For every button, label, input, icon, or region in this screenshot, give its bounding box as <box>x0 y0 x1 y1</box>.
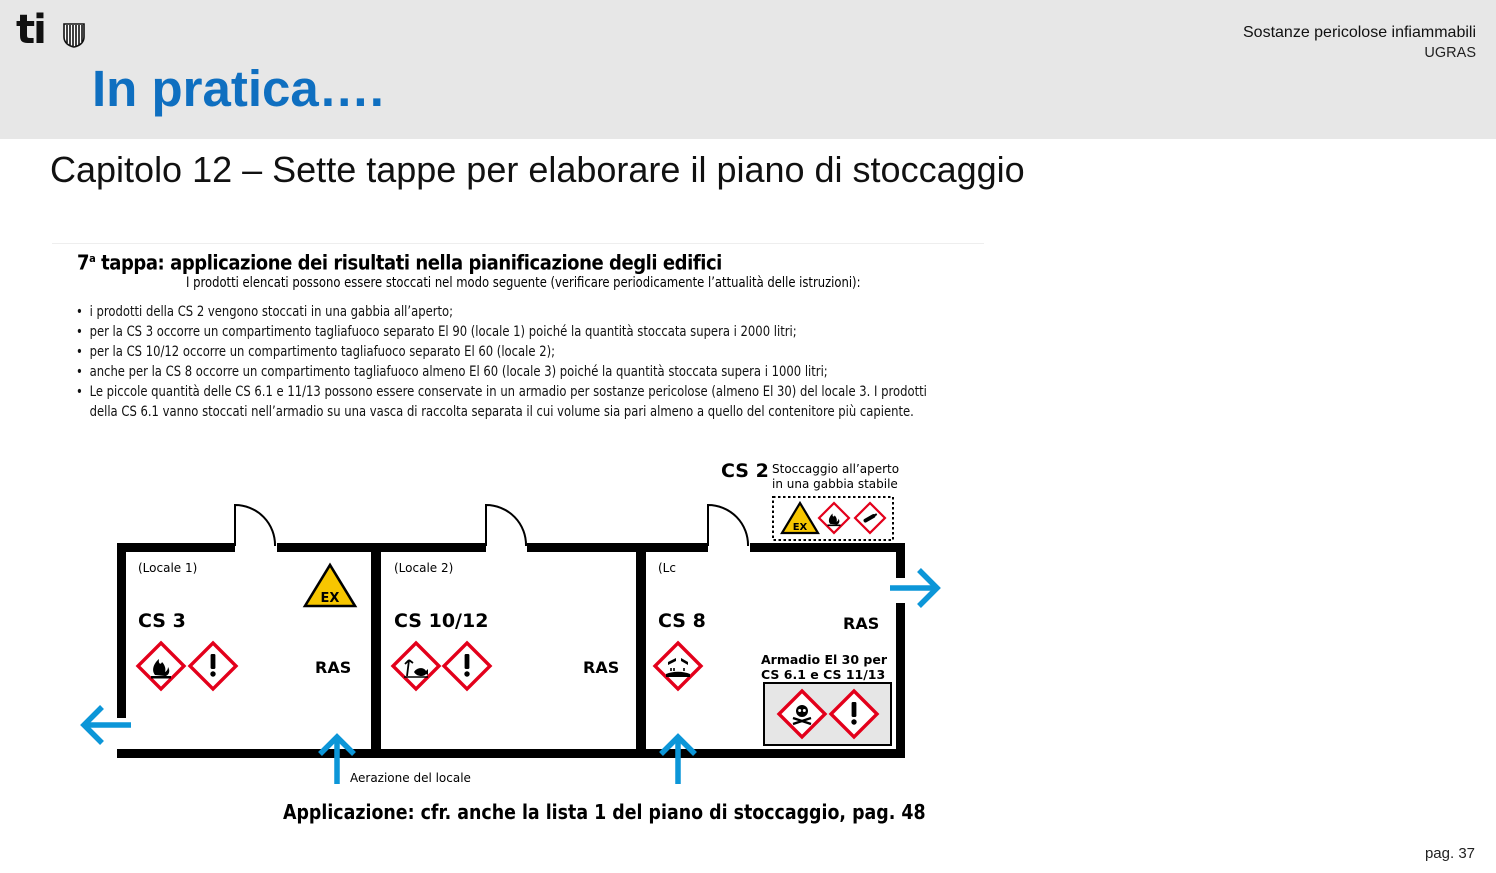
heading-ordinal: a <box>89 252 96 265</box>
list-item: • per la CS 10/12 occorre un compartimento tagliafuoco separato El 60 (locale 2); <box>76 342 940 362</box>
ex-sign-text: EX <box>792 522 808 533</box>
flame-pictogram <box>819 503 849 533</box>
ventilation-arrow-icon <box>661 737 695 784</box>
heading-text: tappa: applicazione dei risultati nella pianificazione degli edifici <box>95 250 722 275</box>
heading-number: 7 <box>77 250 90 275</box>
list-item: • anche per la CS 8 occorre un compartimento tagliafuoco almeno El 60 (locale 3) poiché la quantità stoccata supera i 1000 litri; <box>76 362 940 382</box>
flame-pictogram <box>138 643 184 689</box>
ex-sign-text: EX <box>320 591 340 606</box>
room2-ras: RAS <box>583 658 620 677</box>
exclamation-pictogram <box>190 643 236 689</box>
header-department: UGRAS <box>1424 45 1476 61</box>
slide-subtitle: Capitolo 12 – Sette tappe per elaborare il piano di stoccaggio <box>50 149 1025 190</box>
door-swings <box>235 505 748 546</box>
page-title: In pratica…. <box>92 60 384 117</box>
ventilation-label: Aerazione del locale <box>350 771 471 785</box>
cabinet-label-line1: Armadio El 30 per <box>761 652 887 667</box>
cs2-note-line1: Stoccaggio all’aperto <box>772 462 900 476</box>
environment-pictogram <box>393 643 439 689</box>
ventilation-arrow-icon <box>320 737 354 784</box>
room2-locale: (Locale 2) <box>394 561 454 575</box>
page-number: pag. 37 <box>1424 845 1475 862</box>
list-item: • i prodotti della CS 2 vengono stoccati in una gabbia all’aperto; <box>76 302 940 322</box>
corrosion-pictogram <box>655 643 701 689</box>
room3-locale: (Lc <box>658 561 676 575</box>
list-item: • per la CS 3 occorre un compartimento tagliafuoco separato El 90 (locale 1) poiché la quantità stoccata supera i 2000 litri; <box>76 322 940 342</box>
ex-triangle-sign <box>305 565 355 606</box>
ticino-logo: ti <box>16 7 45 53</box>
figure-footer: Applicazione: cfr. anche la lista 1 del piano di stoccaggio, pag. 48 <box>283 800 926 824</box>
room2-cs: CS 10/12 <box>394 610 489 632</box>
figure-intro: I prodotti elencati possono essere stoccati nel modo seguente (verificare periodicamente l’attualità delle istruzioni): <box>186 275 861 291</box>
cs2-label: CS 2 <box>721 460 769 482</box>
room1-locale: (Locale 1) <box>138 561 198 575</box>
cs2-note-line2: in una gabbia stabile <box>772 477 898 491</box>
ex-triangle-sign <box>782 503 818 533</box>
room3-ras: RAS <box>843 614 880 633</box>
list-item: • Le piccole quantità delle CS 6.1 e 11/13 possono essere conservate in un armadio per sostanze pericolose (almeno El 30) del locale 3. I prodotti della CS 6.1 vanno stoccati nell’armadio su una vasca di raccolta separata il cui volume sia pari almeno a quello del contenitore più capiente. <box>76 382 940 422</box>
room3-cs: CS 8 <box>658 610 706 632</box>
exclamation-pictogram <box>444 643 490 689</box>
room1-ras: RAS <box>315 658 352 677</box>
header-topic: Sostanze pericolose infiammabili <box>1243 24 1476 41</box>
room1-cs: CS 3 <box>138 610 186 632</box>
cabinet-label-line2: CS 6.1 e CS 11/13 <box>761 667 886 682</box>
gas-cylinder-pictogram <box>855 503 885 533</box>
